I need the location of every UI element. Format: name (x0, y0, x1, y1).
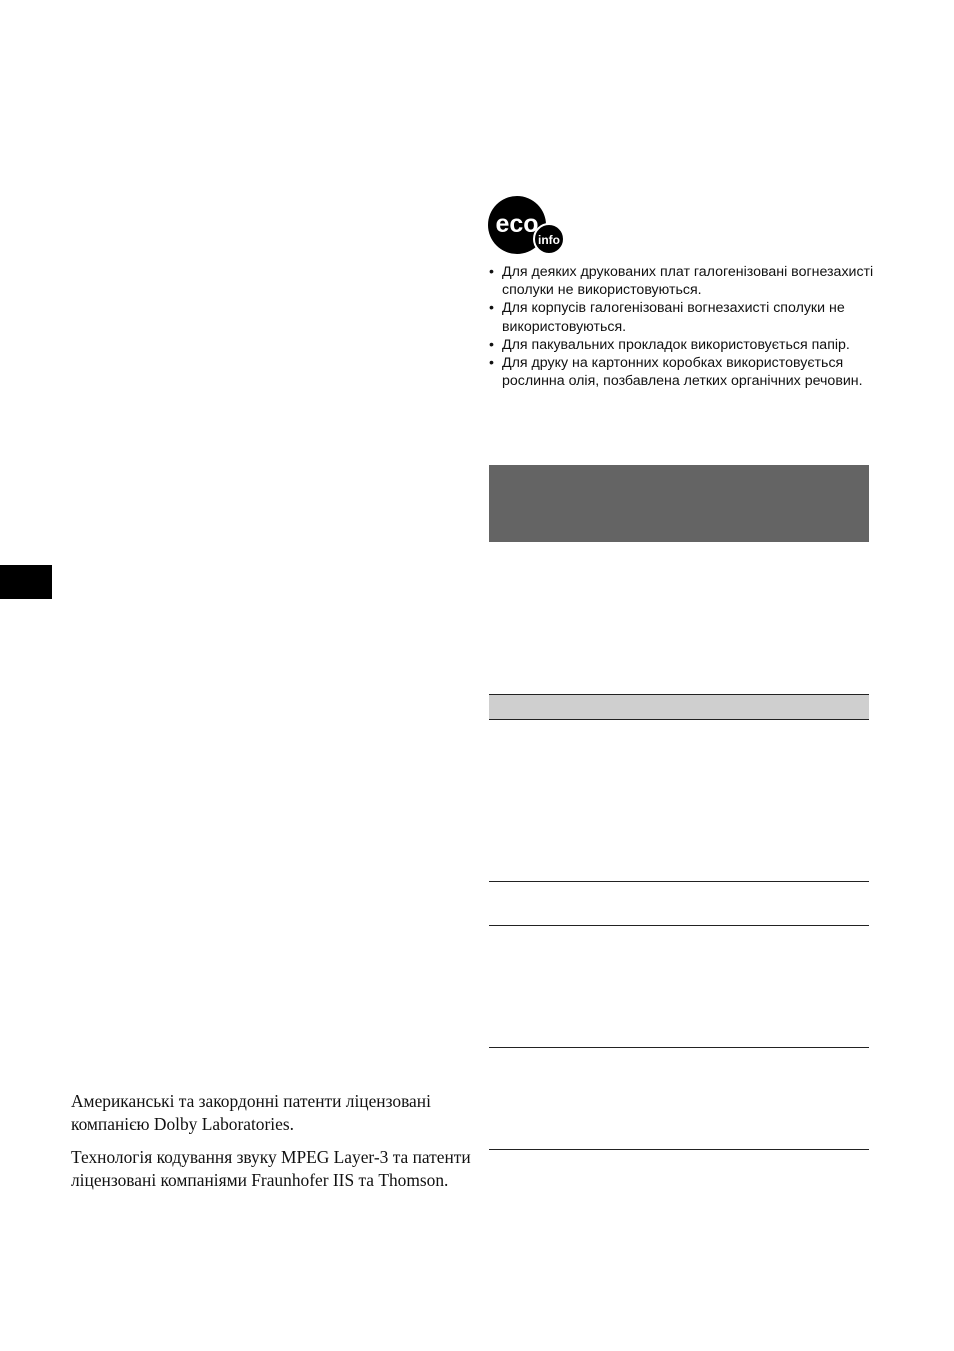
list-item: • Для друку на картонних коробках використовується рослинна олія, позбавлена летких органічних речовин. (488, 354, 878, 390)
table-row-divider (489, 1047, 869, 1048)
table-row-divider (489, 925, 869, 926)
eco-logo-word: eco (495, 210, 539, 238)
license-notes (71, 1090, 471, 1202)
eco-logo-sub: info (538, 233, 560, 247)
list-item: • Для деяких друкованих плат галогенізовані вогнезахисті сполуки не використовуються. (488, 263, 878, 299)
mpeg-license-text: Технологія кодування звуку MPEG Layer-3 та патенти ліцензовані компаніями Fraunhofer IIS та Thomson. (71, 1147, 471, 1190)
section-banner (489, 465, 869, 542)
eco-info-logo (488, 196, 568, 258)
table-row-divider (489, 881, 869, 882)
list-item: • Для пакувальних прокладок використовується папір. (488, 336, 878, 354)
page-edge-tab (0, 565, 52, 599)
list-item: • Для корпусів галогенізовані вогнезахисті сполуки не використовуються. (488, 299, 878, 335)
table-header (489, 694, 869, 720)
eco-notes-list (488, 263, 878, 390)
eco-info-icon (488, 196, 568, 258)
dolby-license-text: Американські та закордонні патенти ліцензовані компанією Dolby Laboratories. (71, 1091, 431, 1134)
table-row-divider (489, 1149, 869, 1150)
